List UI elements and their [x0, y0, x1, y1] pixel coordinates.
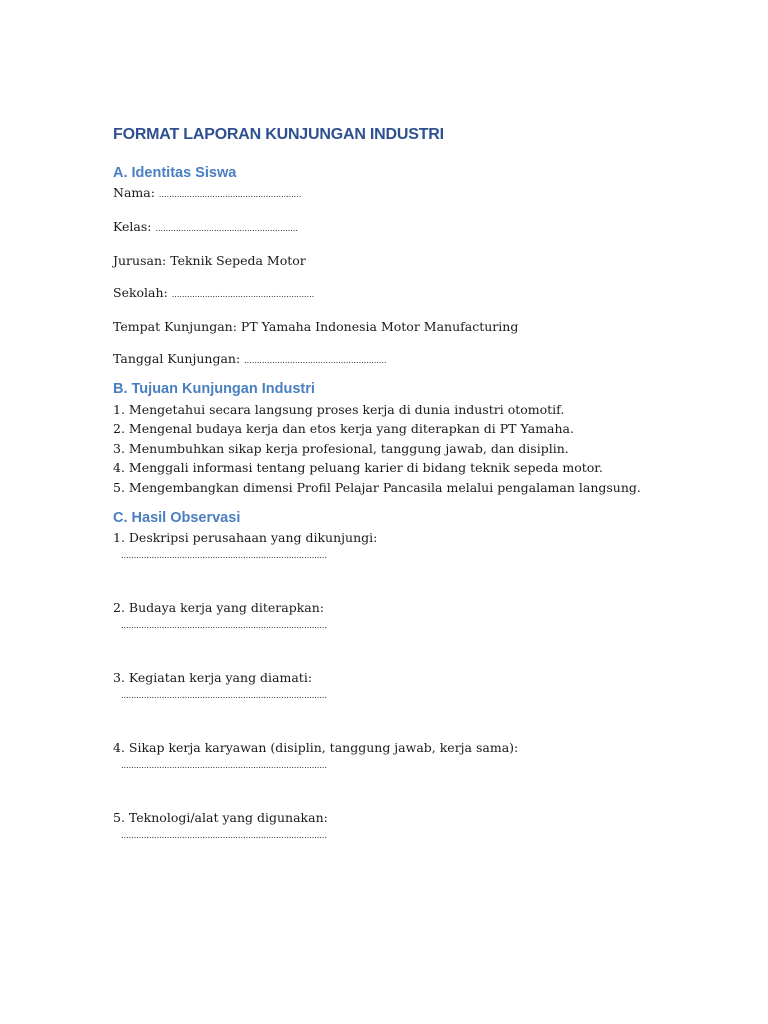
- observasi-item-label: 1. Deskripsi perusahaan yang dikunjungi:: [113, 530, 378, 546]
- field-tempat-kunjungan-label: Tempat Kunjungan:: [113, 319, 237, 334]
- field-jurusan: [113, 253, 713, 269]
- list-item: 3. Menumbuhkan sikap kerja profesional, tanggung jawab, dan disiplin.: [113, 440, 569, 456]
- field-tempat-kunjungan-value: PT Yamaha Indonesia Motor Manufacturing: [240, 319, 519, 334]
- tujuan-list: [113, 400, 713, 497]
- field-nama-label: Nama:: [113, 185, 155, 200]
- field-kelas-value: ........................................................: [155, 224, 298, 233]
- field-tanggal-kunjungan: [113, 351, 713, 369]
- field-kelas: [113, 219, 713, 237]
- observasi-item: [113, 810, 713, 842]
- section-a-heading: A. Identitas Siswa: [113, 165, 237, 181]
- document-page: [113, 120, 713, 842]
- observasi-item-label: 5. Teknologi/alat yang digunakan:: [113, 810, 328, 826]
- observasi-answer-line: .................................................................................: [121, 831, 327, 841]
- field-sekolah-label: Sekolah:: [113, 285, 168, 300]
- section-c-heading: C. Hasil Observasi: [113, 510, 241, 527]
- list-item: 1. Mengetahui secara langsung proses kerja di dunia industri otomotif.: [113, 402, 565, 417]
- field-tempat-kunjungan: [113, 319, 713, 335]
- observasi-item: [113, 530, 713, 562]
- observasi-answer-line: .................................................................................: [121, 551, 327, 561]
- section-b-heading: B. Tujuan Kunjungan Industri: [113, 381, 315, 397]
- field-kelas-label: Kelas:: [113, 219, 152, 234]
- field-jurusan-value: Teknik Sepeda Motor: [170, 253, 306, 268]
- observasi-item: [113, 600, 713, 632]
- list-item: 2. Mengenal budaya kerja dan etos kerja yang diterapkan di PT Yamaha.: [113, 421, 574, 437]
- field-tanggal-kunjungan-value: ........................................................: [244, 356, 387, 365]
- observasi-item: [113, 670, 713, 702]
- field-sekolah: [113, 285, 713, 303]
- list-item: 4. Menggali informasi tentang peluang karier di bidang teknik sepeda motor.: [113, 460, 603, 476]
- observasi-answer-line: .................................................................................: [121, 691, 327, 701]
- field-jurusan-label: Jurusan:: [113, 253, 167, 268]
- section-tujuan-kunjungan: [113, 379, 713, 497]
- observasi-item-label: 3. Kegiatan kerja yang diamati:: [113, 670, 313, 686]
- section-hasil-observasi: [113, 508, 713, 842]
- observasi-answer-line: .................................................................................: [121, 761, 327, 771]
- field-nama-value: ........................................................: [158, 190, 302, 199]
- field-sekolah-value: ........................................................: [171, 290, 315, 299]
- document-title: FORMAT LAPORAN KUNJUNGAN INDUSTRI: [113, 126, 444, 143]
- section-identitas-siswa: [113, 163, 713, 369]
- list-item: 5. Mengembangkan dimensi Profil Pelajar Pancasila melalui pengalaman langsung.: [113, 479, 641, 495]
- field-tanggal-kunjungan-label: Tanggal Kunjungan:: [113, 351, 241, 366]
- observasi-answer-line: .................................................................................: [121, 621, 327, 631]
- field-nama: [113, 185, 713, 203]
- observasi-item-label: 2. Budaya kerja yang diterapkan:: [113, 600, 325, 616]
- observasi-item-label: 4. Sikap kerja karyawan (disiplin, tanggung jawab, kerja sama):: [113, 740, 519, 756]
- observasi-item: [113, 740, 713, 772]
